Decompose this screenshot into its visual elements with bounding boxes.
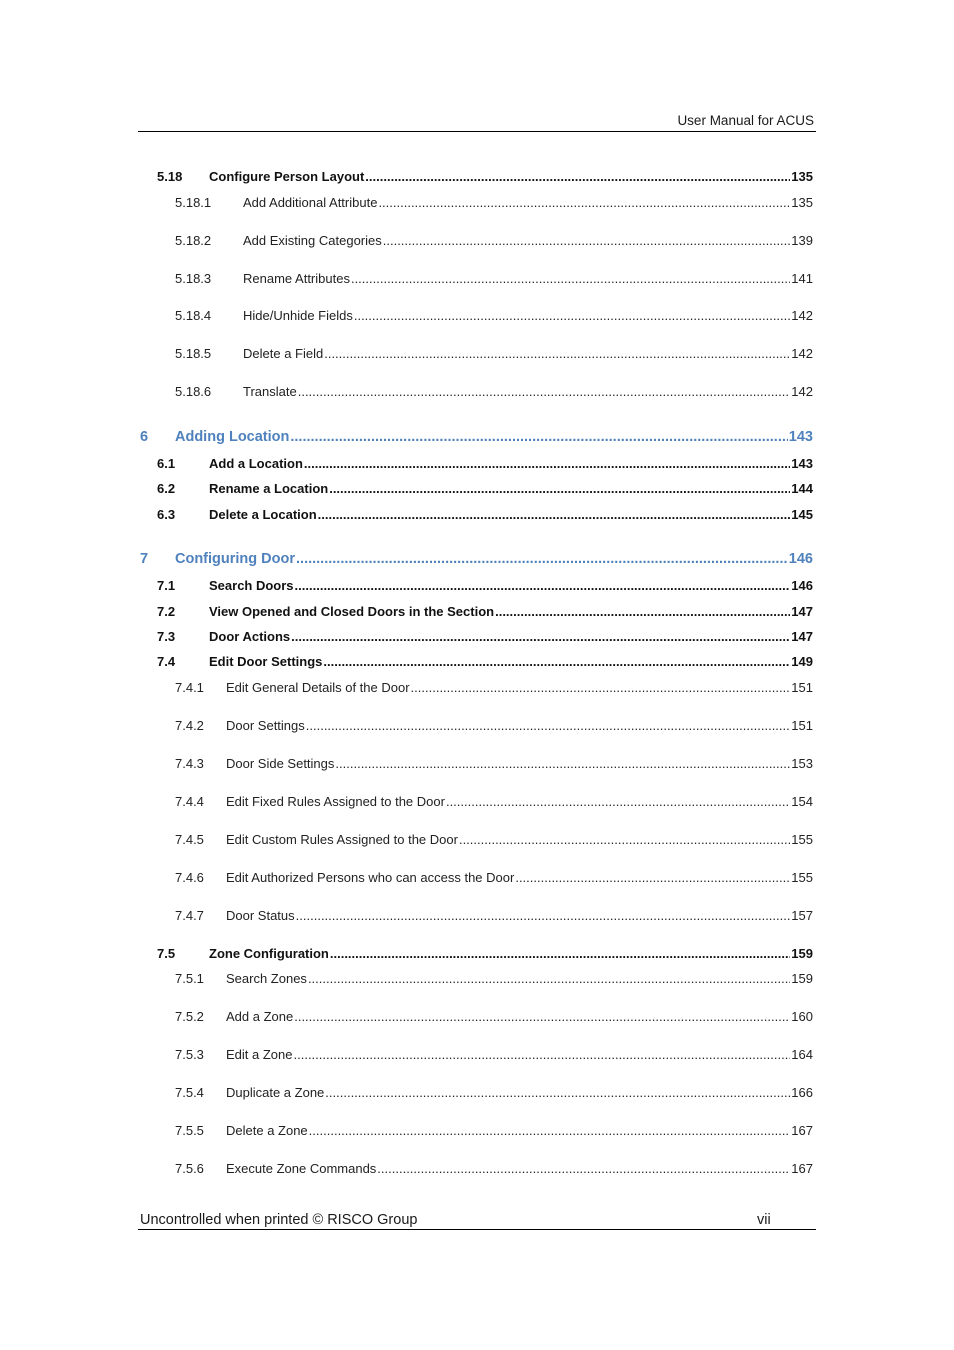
toc-title: Zone Configuration xyxy=(209,946,329,961)
toc-title: Edit Custom Rules Assigned to the Door xyxy=(226,832,458,847)
toc-entry[interactable] xyxy=(157,578,813,593)
toc-entry[interactable] xyxy=(175,308,813,323)
toc-title: Translate xyxy=(243,384,297,399)
toc-page: 167 xyxy=(791,1161,813,1176)
toc-number: 5.18.3 xyxy=(175,271,212,286)
toc-chapter[interactable] xyxy=(140,551,813,567)
toc-entry[interactable] xyxy=(157,169,813,184)
toc-title: Execute Zone Commands xyxy=(226,1161,377,1176)
toc-page: 159 xyxy=(791,971,813,986)
toc-page: 142 xyxy=(791,308,813,323)
toc-page: 166 xyxy=(791,1085,813,1100)
toc-title: Add a Location xyxy=(209,456,303,471)
toc-title: Edit Authorized Persons who can access the Door xyxy=(226,870,515,885)
toc-leader xyxy=(378,195,790,210)
toc-entry[interactable] xyxy=(175,718,813,733)
toc-page: 147 xyxy=(791,604,813,619)
toc-leader xyxy=(515,870,790,885)
toc-page: 143 xyxy=(788,429,813,445)
toc-entry[interactable] xyxy=(175,680,813,695)
toc-leader xyxy=(383,233,791,248)
toc-entry[interactable] xyxy=(157,946,813,961)
toc-leader xyxy=(309,1123,791,1138)
toc-page: 147 xyxy=(791,629,813,644)
toc-number: 7.4.2 xyxy=(175,718,204,733)
toc-title: Add Existing Categories xyxy=(243,233,382,248)
toc-entry[interactable] xyxy=(157,629,813,644)
toc-page: 135 xyxy=(791,195,813,210)
toc-title: Edit Door Settings xyxy=(209,654,323,669)
toc-leader xyxy=(318,507,791,522)
toc-title: Duplicate a Zone xyxy=(226,1085,325,1100)
toc-number: 7.5.3 xyxy=(175,1047,204,1062)
toc-number: 7.4 xyxy=(157,654,176,669)
toc-entry[interactable] xyxy=(175,756,813,771)
toc-leader xyxy=(306,718,791,733)
toc-title: Search Doors xyxy=(209,578,294,593)
toc-entry[interactable] xyxy=(175,1009,813,1024)
toc-page: 157 xyxy=(791,908,813,923)
toc-number: 7.4.5 xyxy=(175,832,204,847)
toc-entry[interactable] xyxy=(175,1085,813,1100)
page-footer xyxy=(138,1210,816,1230)
toc-number: 7.5.1 xyxy=(175,971,204,986)
toc-number: 5.18.2 xyxy=(175,233,212,248)
toc-leader xyxy=(295,578,791,593)
toc-leader xyxy=(323,654,790,669)
toc-title: Add a Zone xyxy=(226,1009,294,1024)
toc-title: Hide/Unhide Fields xyxy=(243,308,353,323)
toc-entry[interactable] xyxy=(175,870,813,885)
toc-number: 5.18 xyxy=(157,169,183,184)
toc-title: View Opened and Closed Doors in the Section xyxy=(209,604,495,619)
toc-entry[interactable] xyxy=(175,195,813,210)
toc-page: 149 xyxy=(791,654,813,669)
toc-number: 7.5.2 xyxy=(175,1009,204,1024)
toc-leader xyxy=(294,1009,790,1024)
toc-number: 6.1 xyxy=(157,456,176,471)
toc-number: 7.4.6 xyxy=(175,870,204,885)
toc-leader xyxy=(411,680,791,695)
toc-title: Edit a Zone xyxy=(226,1047,293,1062)
toc-entry[interactable] xyxy=(175,1161,813,1176)
toc-leader xyxy=(365,169,790,184)
toc-title: Delete a Zone xyxy=(226,1123,308,1138)
toc-leader xyxy=(325,1085,790,1100)
toc-title: Configure Person Layout xyxy=(209,169,365,184)
toc-page: 155 xyxy=(791,832,813,847)
toc-leader xyxy=(296,908,791,923)
toc-title: Delete a Field xyxy=(243,346,324,361)
toc-entry[interactable] xyxy=(175,794,813,809)
toc-number: 7.4.7 xyxy=(175,908,204,923)
toc-title: Configuring Door xyxy=(175,551,296,567)
toc-leader xyxy=(296,551,788,567)
toc-entry[interactable] xyxy=(175,271,813,286)
toc-leader xyxy=(324,346,790,361)
toc-page: 155 xyxy=(791,870,813,885)
toc-number: 7.4.4 xyxy=(175,794,204,809)
toc-number: 6 xyxy=(140,429,149,445)
toc-entry[interactable] xyxy=(157,507,813,522)
toc-title: Edit Fixed Rules Assigned to the Door xyxy=(226,794,445,809)
toc-number: 6.3 xyxy=(157,507,176,522)
toc-entry[interactable] xyxy=(175,1123,813,1138)
toc-entry[interactable] xyxy=(157,654,813,669)
toc-number: 7.4.3 xyxy=(175,756,204,771)
toc-page: 135 xyxy=(791,169,813,184)
toc-entry[interactable] xyxy=(157,604,813,619)
toc-number: 7.3 xyxy=(157,629,176,644)
toc-title: Door Side Settings xyxy=(226,756,335,771)
toc-page: 143 xyxy=(791,456,813,471)
toc-page: 142 xyxy=(791,346,813,361)
toc-number: 7.5.4 xyxy=(175,1085,204,1100)
toc-leader xyxy=(330,946,790,961)
toc-title: Door Actions xyxy=(209,629,291,644)
toc-number: 5.18.6 xyxy=(175,384,212,399)
toc-number: 5.18.1 xyxy=(175,195,212,210)
toc-page: 151 xyxy=(791,680,813,695)
toc-entry[interactable] xyxy=(175,832,813,847)
toc-number: 6.2 xyxy=(157,481,176,496)
toc-title: Rename a Location xyxy=(209,481,329,496)
toc-page: 160 xyxy=(791,1009,813,1024)
toc-leader xyxy=(329,481,790,496)
toc-title: Rename Attributes xyxy=(243,271,350,286)
toc-leader xyxy=(377,1161,790,1176)
toc-entry[interactable] xyxy=(175,971,813,986)
toc-page: 154 xyxy=(791,794,813,809)
toc-chapter[interactable] xyxy=(140,429,813,445)
toc-title: Add Additional Attribute xyxy=(243,195,378,210)
toc-page: 144 xyxy=(791,481,813,496)
toc-title: Door Status xyxy=(226,908,295,923)
toc-number: 5.18.4 xyxy=(175,308,212,323)
toc-leader xyxy=(335,756,790,771)
toc-page: 167 xyxy=(791,1123,813,1138)
toc-title: Search Zones xyxy=(226,971,307,986)
toc-leader xyxy=(291,629,790,644)
toc-entry[interactable] xyxy=(157,456,813,471)
toc-entry[interactable] xyxy=(175,1047,813,1062)
toc-number: 7.5 xyxy=(157,946,176,961)
toc-number: 7.5.6 xyxy=(175,1161,204,1176)
toc-entry[interactable] xyxy=(175,233,813,248)
toc-page: 139 xyxy=(791,233,813,248)
toc-number: 7.4.1 xyxy=(175,680,204,695)
toc-page: 159 xyxy=(791,946,813,961)
toc-entry[interactable] xyxy=(175,384,813,399)
toc-leader xyxy=(308,971,790,986)
toc-leader xyxy=(354,308,790,323)
toc-entry[interactable] xyxy=(157,481,813,496)
toc-leader xyxy=(290,429,787,445)
toc-page: 151 xyxy=(791,718,813,733)
toc-page: 153 xyxy=(791,756,813,771)
toc-leader xyxy=(351,271,790,286)
toc-page: 146 xyxy=(791,578,813,593)
toc-page: 164 xyxy=(791,1047,813,1062)
toc-leader xyxy=(495,604,790,619)
toc-number: 5.18.5 xyxy=(175,346,212,361)
footer-text: Uncontrolled when printed © RISCO Group xyxy=(140,1212,418,1228)
header-title: User Manual for ACUS xyxy=(677,113,814,128)
toc-page: 146 xyxy=(788,551,813,567)
toc-title: Delete a Location xyxy=(209,507,317,522)
toc-leader xyxy=(304,456,790,471)
footer-page-number: vii xyxy=(757,1212,771,1228)
toc-leader xyxy=(446,794,790,809)
toc-page: 142 xyxy=(791,384,813,399)
toc-page: 145 xyxy=(791,507,813,522)
toc-leader xyxy=(294,1047,791,1062)
toc-page: 141 xyxy=(791,271,813,286)
toc-title: Adding Location xyxy=(175,429,290,445)
toc-leader xyxy=(298,384,791,399)
toc-title: Door Settings xyxy=(226,718,305,733)
toc-title: Edit General Details of the Door xyxy=(226,680,410,695)
toc-number: 7.5.5 xyxy=(175,1123,204,1138)
toc-number: 7.1 xyxy=(157,578,176,593)
toc-number: 7 xyxy=(140,551,149,567)
toc-entry[interactable] xyxy=(175,908,813,923)
toc-leader xyxy=(459,832,790,847)
toc-entry[interactable] xyxy=(175,346,813,361)
toc-number: 7.2 xyxy=(157,604,176,619)
